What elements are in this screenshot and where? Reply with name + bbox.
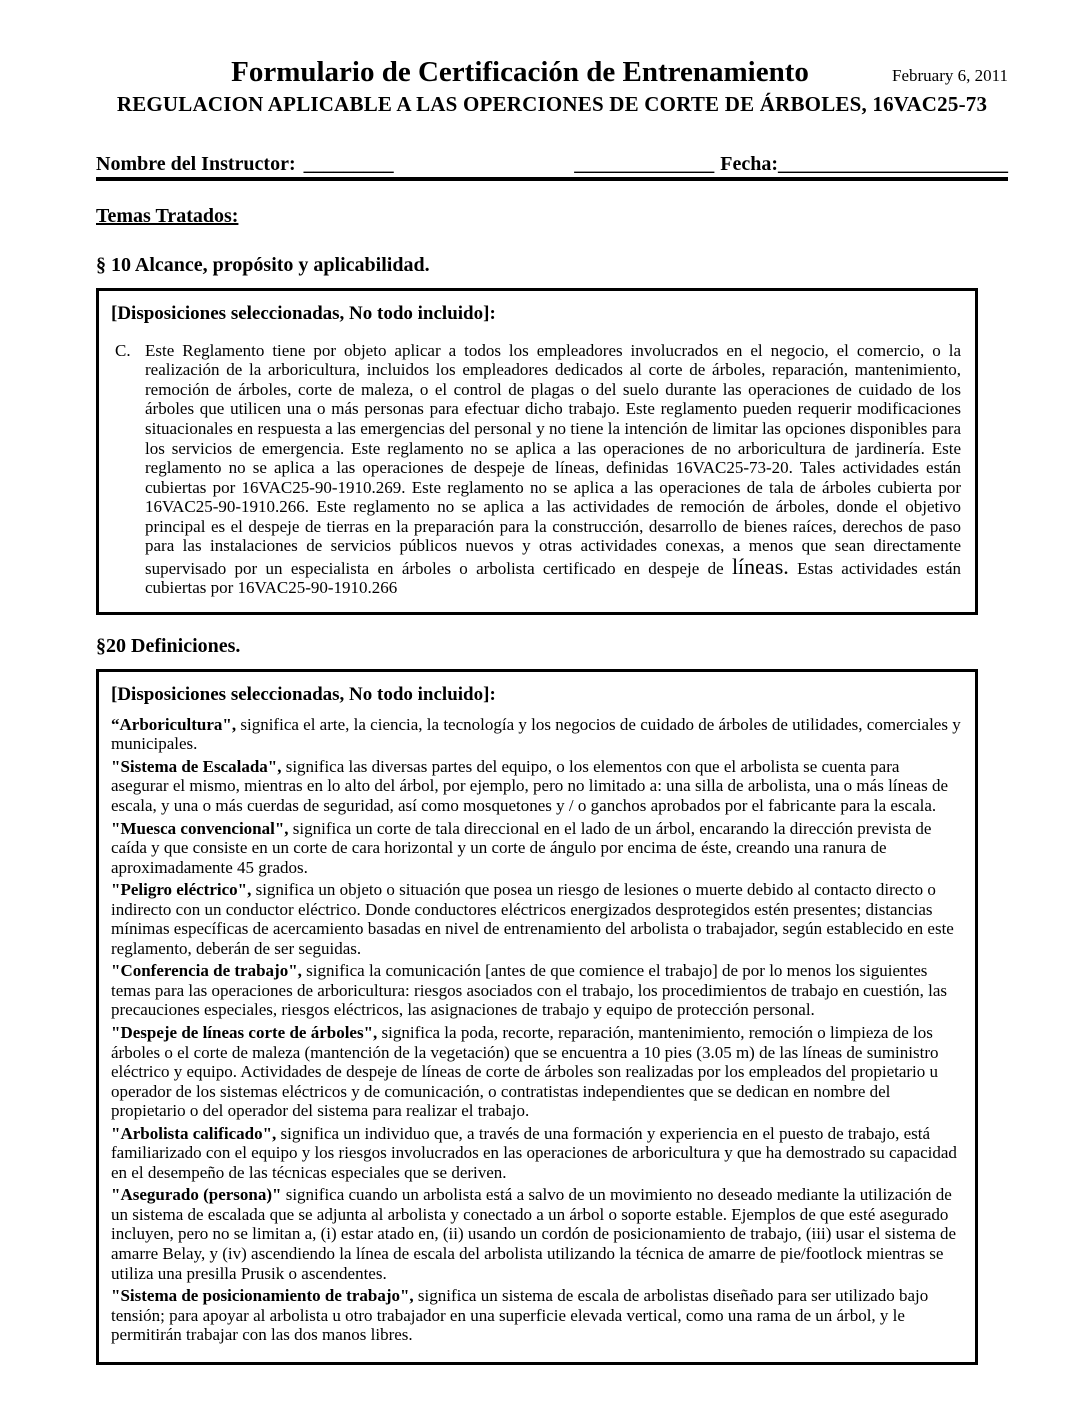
section-10-box-header: [Disposiciones seleccionadas, No todo incluido]: — [111, 303, 496, 324]
definition-item — [111, 1185, 961, 1283]
definition-text: significa las diversas partes del equipo, o los elementos con que el arbolista se cuenta para asegurar el mismo, mientras en lo alto del árbol, por ejemplo, pero no limitado a: una silla de arbolista, una o más líneas de escala, y una o más cuerdas de seguridad, así como mosquetones y / o ganchos aprobados por el fabricante para la escala. — [111, 756, 949, 815]
definition-item — [111, 757, 961, 816]
document-header — [96, 56, 1008, 89]
definition-item — [111, 1023, 961, 1121]
definition-item — [111, 819, 961, 878]
instructor-name-blank-1[interactable]: _________ — [303, 153, 394, 175]
document-date: February 6, 2011 — [892, 66, 1008, 85]
item-c-label: C. — [115, 340, 131, 360]
section-10-box — [96, 288, 978, 615]
definition-text: significa la poda, recorte, reparación, mantenimiento, remoción o limpieza de los árboles o el corte de maleza (mantención de la vegetación) que se encuentra a 10 pies (3.05 m) de las líneas de suministro eléctrico y equipo. Actividades de despeje de líneas de corte de árboles son realizadas por los empleados del propietario u operador de los sistemas eléctricos y de comunicación, o contratistas independientes que se dedican en nombre del propietario o del operador del sistema para realizar el trabajo. — [111, 1023, 939, 1121]
section-20-heading: §20 Definiciones. — [96, 634, 241, 657]
item-c-text-lineas: líneas. — [731, 553, 789, 579]
definition-item — [111, 1286, 961, 1345]
definition-term: "Muesca convencional", — [111, 818, 289, 838]
definitions-list — [111, 715, 961, 1345]
definition-term: "Sistema de posicionamiento de trabajo", — [111, 1286, 414, 1306]
definition-text: significa cuando un arbolista está a salvo de un movimiento no deseado mediante la utilización de un sistema de escalada que se adjunta al arbolista y conectado a un árbol o soporte estable. Ejemplos de que esté asegurado incluyen, pero no se limitan a, (i) estar atado en, (ii) usando un cordón de posicionamiento de trabajo, (iii) usar el sistema de amarre Belay, y (iv) ascendiendo la línea de escala del arbolista utilizando la técnica de amarre de pie/footlock mientras se utiliza una presilla Prusik o ascendentes. — [111, 1185, 957, 1283]
definition-text: significa un individuo que, a través de una formación y experiencia en el puesto de trabajo, está familiarizado con el equipo y los riesgos involucrados en las operaciones de arboricultura y que ha demostrado su capacidad en el desempeño de las técnicas especiales que se deriven. — [111, 1123, 957, 1182]
definition-item — [111, 961, 961, 1020]
definition-text: significa un corte de tala direccional en el lado de un árbol, encarando la dirección prevista de caída y que consiste en un corte de cara horizontal y un corte de ángulo por encima de éste, creando una ranura de aproximadamente 45 grados. — [111, 818, 932, 877]
fecha-blank[interactable]: _______________________ — [778, 153, 1008, 175]
section-20-box — [96, 669, 978, 1365]
section-10-item-c — [111, 341, 961, 598]
section-20-box-header: [Disposiciones seleccionadas, No todo incluido]: — [111, 683, 496, 705]
document-title: Formulario de Certificación de Entrenamiento — [231, 56, 809, 88]
definition-text: significa el arte, la ciencia, la tecnología y los negocios de cuidado de árboles de utilidades, comerciales y municipales. — [111, 714, 961, 754]
definition-term: "Conferencia de trabajo", — [111, 961, 302, 981]
item-c-text-part1: Este Reglamento tiene por objeto aplicar a todos los empleadores involucrados en el negocio, el comercio, o la realización de la arboricultura, incluidos los empleadores dedicados al corte de árboles, reparación, mantenimiento, remoción de árboles, corte de maleza, o el control de plagas o del suelo durante las operaciones de cuidado de los árboles que utilicen una o más personas para efectuar dicho trabajo. Este reglamento pueden requerir modificaciones situacionales en respuesta a las emergencias del personal y no tiene la intención de limitar las opciones disponibles para los servicios de emergencia. Este reglamento no se aplica a las operaciones de no arboricultura de jardinería. Este reglamento no se aplica a las operaciones de despeje de líneas, definidas 16VAC25-73-20. Tales actividades están cubiertas por 16VAC25-90-1910.269. Este reglamento no se aplica a las operaciones de tala de árboles cubierta por 16VAC25-90-1910.266. Este reglamento no se aplica a las actividades de remoción de árboles, donde el objetivo principal es el despeje de tierras en la preparación para la construcción, desarrollo de bienes raíces, derechos de paso para las instalaciones de servicios públicos nuevos y otras actividades conexas, a menos que sean directamente supervisado por un especialista en árboles o arbolista certificado en despeje de — [145, 340, 961, 578]
instructor-name-blank-2[interactable]: ______________ — [574, 153, 715, 175]
definition-text: significa la comunicación [antes de que comience el trabajo] de por lo menos los siguientes temas para las operaciones de arboricultura: riesgos asociados con el trabajo, los procedimientos de trabajo en cuestión, las precauciones especiales, riesgos eléctricos, las asignaciones de trabajo y equipo de protección personal. — [111, 961, 948, 1020]
definition-term: "Peligro eléctrico", — [111, 880, 252, 900]
definition-term: "Asegurado (persona)" — [111, 1185, 282, 1205]
temas-tratados-heading: Temas Tratados: — [96, 205, 239, 227]
fecha-label: Fecha: — [720, 153, 778, 175]
definition-term: "Despeje de líneas corte de árboles", — [111, 1023, 378, 1042]
definition-item — [111, 880, 961, 958]
item-c-text — [145, 341, 961, 598]
definition-item — [111, 715, 961, 754]
definition-term: "Sistema de Escalada", — [111, 756, 282, 776]
definition-text: significa un objeto o situación que posea un riesgo de lesiones o muerte debido al contacto directo o indirecto con un conductor eléctrico. Donde conductores eléctricos energizados desprotegidos estén presentes; distancias mínimas específicas de acercamiento basadas en nivel de entrenamiento del arbolista o trabajador, según establecido en este reglamento, deberán de ser seguidas. — [111, 880, 954, 958]
definition-text: significa un sistema de escala de arbolistas diseñado para ser utilizado bajo tensión; para apoyar al arbolista u otro trabajador en una superficie elevada vertical, como una rama de un árbol, y le permitirán trabajar con las dos manos libres. — [111, 1286, 929, 1345]
definition-item — [111, 1124, 961, 1183]
item-c-text-part2: Estas actividades están cubiertas por 16VAC25-90-1910.266 — [145, 558, 961, 598]
section-10-heading: § 10 Alcance, propósito y aplicabilidad. — [96, 254, 430, 276]
instructor-label: Nombre del Instructor: — [96, 153, 296, 175]
definition-term: "Arbolista calificado", — [111, 1123, 277, 1143]
instructor-fecha-line — [96, 153, 1008, 181]
document-subtitle: REGULACION APLICABLE A LAS OPERCIONES DE CORTE DE ÁRBOLES, 16VAC25-73 — [116, 92, 988, 116]
definition-term: “Arboricultura", — [111, 714, 237, 734]
